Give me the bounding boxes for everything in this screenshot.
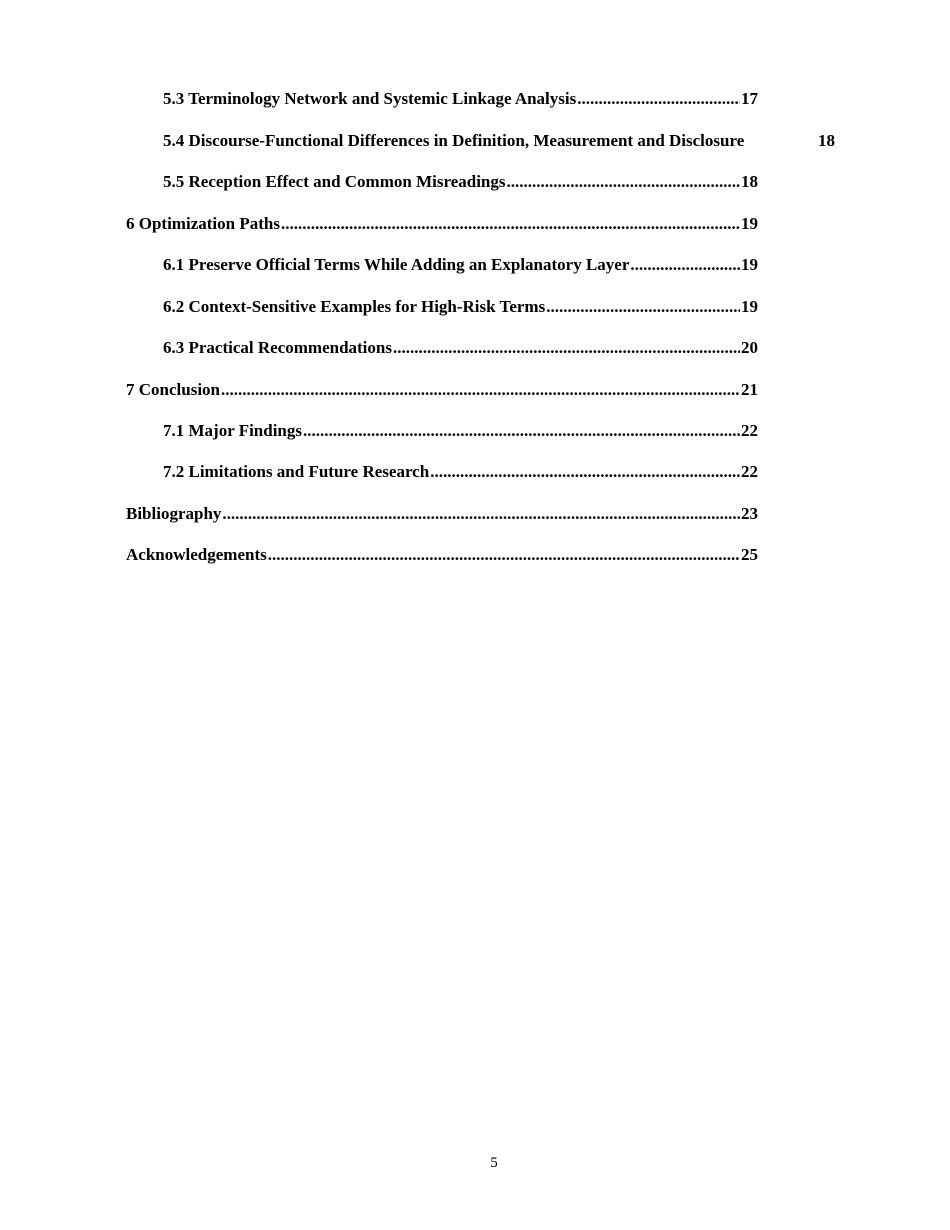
toc-entry-title: 5.3 Terminology Network and Systemic Linkage Analysis [163,89,577,108]
toc-entry-bibliography[interactable] [126,503,758,525]
toc-entry-5-4[interactable] [163,130,835,152]
toc-entry-5-3[interactable] [163,88,758,110]
toc-dot-leader [546,296,740,318]
toc-dot-leader [630,254,740,276]
toc-entry-title: 6.1 Preserve Official Terms While Adding an Explanatory Layer [163,255,630,274]
toc-entry-page: 23 [741,504,758,523]
page-number: 5 [490,1155,498,1171]
toc-entry-page: 19 [741,297,758,316]
toc-entry-7-2[interactable] [163,461,758,483]
toc-entry-title: 7.2 Limitations and Future Research [163,462,430,481]
toc-dot-leader [430,461,740,483]
toc-dot-leader [222,503,740,525]
toc-entry-page: 25 [741,545,758,564]
toc-entry-page: 21 [741,380,758,399]
toc-dot-leader [221,379,740,401]
toc-dot-leader [577,88,740,110]
toc-entry-7-1[interactable] [163,420,758,442]
toc-dot-leader [507,171,741,193]
toc-entry-title: 6.2 Context-Sensitive Examples for High-Risk Terms [163,297,546,316]
toc-entry-title: 7.1 Major Findings [163,421,303,440]
toc-entry-acknowledgements[interactable] [126,544,758,566]
toc-entry-title: 6 Optimization Paths [126,214,280,233]
toc-entry-7[interactable] [126,379,758,401]
toc-entry-6-3[interactable] [163,337,758,359]
toc-entry-6[interactable] [126,213,758,235]
toc-entry-page: 22 [741,462,758,481]
toc-entry-page: 19 [741,255,758,274]
toc-entry-title: Bibliography [126,504,222,523]
toc-entry-6-1[interactable] [163,254,758,276]
toc-entry-page: 18 [741,172,758,191]
toc-entry-title: 7 Conclusion [126,380,220,399]
toc-entry-6-2[interactable] [163,296,758,318]
toc-entry-page: 20 [741,338,758,357]
toc-entry-title: 5.4 Discourse-Functional Differences in Definition, Measurement and Disclosure [163,131,745,150]
toc-dot-leader [393,337,740,359]
toc-entry-page: 22 [741,421,758,440]
toc-entry-title: 6.3 Practical Recommendations [163,338,392,357]
toc-entry-title: Acknowledgements [126,545,267,564]
toc-entry-page: 19 [741,214,758,233]
toc-entry-title: 5.5 Reception Effect and Common Misreadings [163,172,506,191]
toc-dot-leader [281,213,740,235]
toc-entry-5-5[interactable] [163,171,758,193]
toc-dot-leader [268,544,740,566]
toc-dot-leader [303,420,740,442]
toc-entry-page: 18 [818,131,835,150]
toc-entry-page: 17 [741,89,758,108]
